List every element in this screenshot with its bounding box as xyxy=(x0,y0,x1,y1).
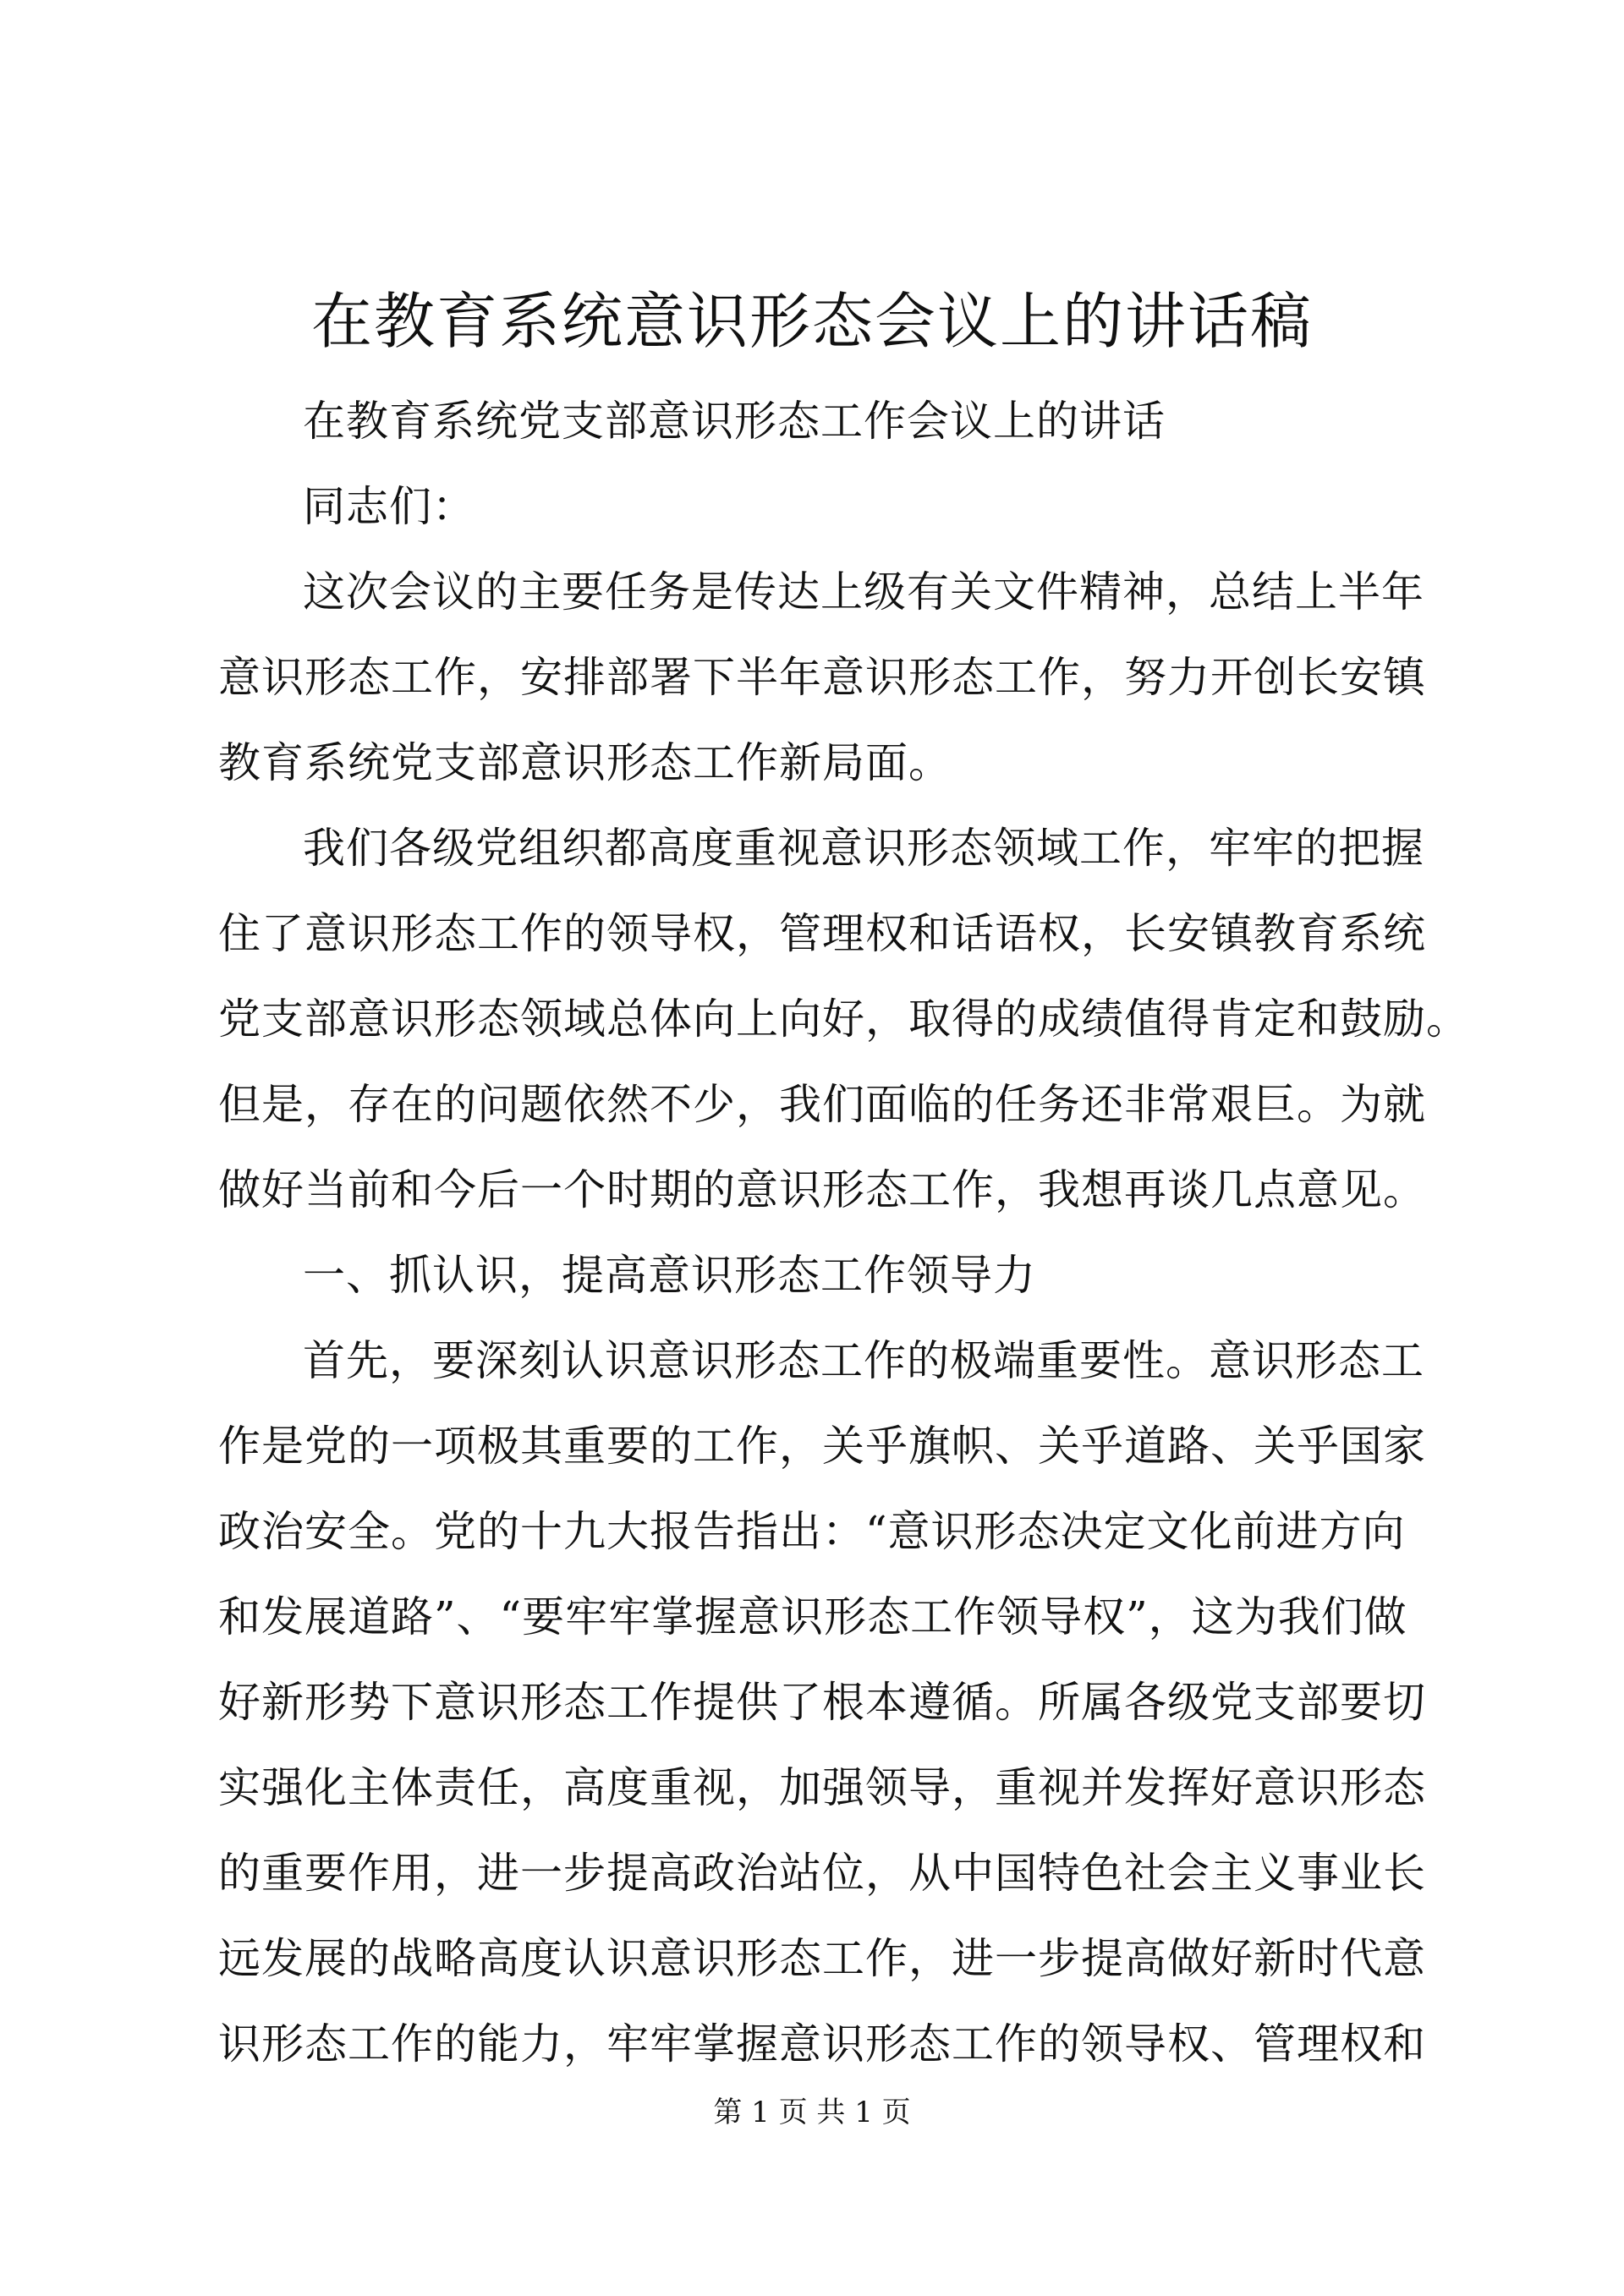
line-text: 住了意识形态工作的领导权，管理权和话语权，长安镇教育系统 xyxy=(218,909,1426,958)
text-line xyxy=(218,464,1419,550)
line-text: 我们各级党组织都高度重视意识形态领域工作，牢牢的把握 xyxy=(303,824,1424,873)
line-text: 实强化主体责任，高度重视，加强领导，重视并发挥好意识形态 xyxy=(218,1763,1426,1812)
document-body xyxy=(218,379,1469,2087)
line-text: 党支部意识形态领域总体向上向好，取得的成绩值得肯定和鼓励。 xyxy=(218,995,1469,1044)
line-text: 作是党的一项极其重要的工作，关乎旗帜、关乎道路、关乎国家 xyxy=(218,1422,1426,1471)
text-line xyxy=(218,1062,1426,1148)
page-footer: 第 1 页 共 1 页 xyxy=(713,2096,911,2129)
text-line xyxy=(218,2002,1426,2087)
line-text: 教育系统党支部意识形态工作新局面。 xyxy=(218,738,952,787)
text-line xyxy=(218,1831,1426,1916)
text-line xyxy=(218,1916,1426,2002)
text-line xyxy=(218,635,1426,721)
text-line xyxy=(218,1489,1419,1575)
text-line xyxy=(218,1404,1426,1489)
line-text: 和发展道路”、“要牢牢掌握意识形态工作领导权”，这为我们做 xyxy=(218,1592,1407,1641)
line-text: 同志们： xyxy=(303,482,475,531)
text-line xyxy=(218,891,1426,977)
line-text: 远发展的战略高度认识意识形态工作，进一步提高做好新时代意 xyxy=(218,1934,1426,1983)
text-line xyxy=(218,977,1469,1062)
text-line xyxy=(218,721,1419,806)
line-text: 的重要作用，进一步提高政治站位，从中国特色社会主义事业长 xyxy=(218,1849,1426,1898)
line-text: 政治安全。党的十九大报告指出：“意识形态决定文化前进方向 xyxy=(218,1507,1406,1556)
line-text: 在教育系统党支部意识形态工作会议上的讲话 xyxy=(303,397,1166,446)
text-line xyxy=(218,1575,1419,1660)
line-text: 首先，要深刻认识意识形态工作的极端重要性。意识形态工 xyxy=(303,1336,1424,1385)
line-text: 但是，存在的问题依然不少，我们面临的任务还非常艰巨。为就 xyxy=(218,1080,1426,1129)
line-text: 识形态工作的能力，牢牢掌握意识形态工作的领导权、管理权和 xyxy=(218,2019,1426,2069)
text-line xyxy=(218,550,1424,635)
text-line xyxy=(218,1233,1419,1318)
line-text: 一、抓认识，提高意识形态工作领导力 xyxy=(303,1251,1036,1300)
text-line xyxy=(218,1660,1426,1745)
line-text: 意识形态工作，安排部署下半年意识形态工作，努力开创长安镇 xyxy=(218,653,1426,702)
text-line xyxy=(218,1318,1424,1404)
text-line xyxy=(218,1148,1426,1233)
text-line xyxy=(218,1745,1426,1831)
page-title: 在教育系统意识形态会议上的讲话稿 xyxy=(310,286,1313,357)
line-text: 做好当前和今后一个时期的意识形态工作，我想再谈几点意见。 xyxy=(218,1165,1426,1214)
line-text: 这次会议的主要任务是传达上级有关文件精神，总结上半年 xyxy=(303,567,1424,616)
text-line xyxy=(218,806,1424,891)
line-text: 好新形势下意识形态工作提供了根本遵循。所属各级党支部要切 xyxy=(218,1678,1426,1727)
text-line xyxy=(218,379,1419,464)
